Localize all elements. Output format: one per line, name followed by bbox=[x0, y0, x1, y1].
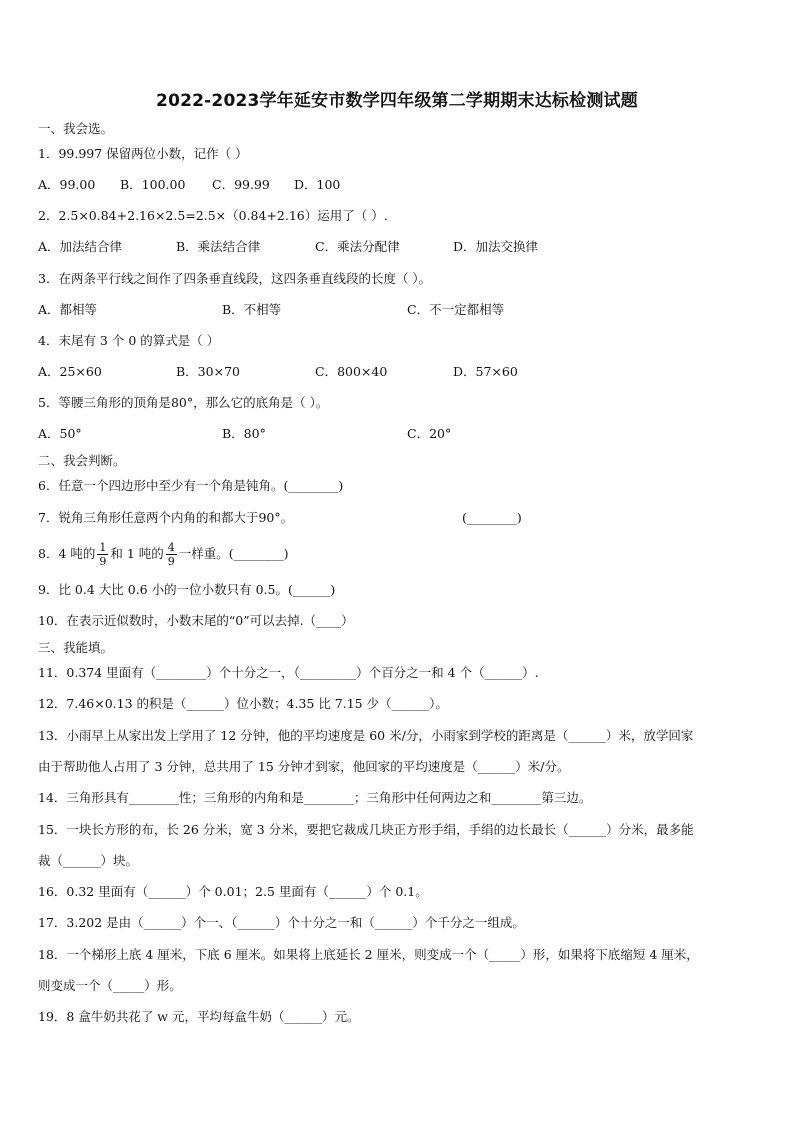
q8-text-a: 8．4 吨的 bbox=[38, 546, 96, 561]
q7-answer-blank: (________) bbox=[462, 510, 522, 525]
q3-option-b: B．不相等 bbox=[222, 302, 282, 317]
page-title: 2022-2023学年延安市数学四年级第二学期期末达标检测试题 bbox=[156, 91, 638, 111]
q3-option-a: A．都相等 bbox=[38, 302, 98, 317]
question-10: 10．在表示近似数时，小数末尾的“0”可以去掉.（____） bbox=[38, 613, 354, 628]
q8-fraction-1-denominator: 9 bbox=[99, 554, 107, 568]
q2-option-d: D．加法交换律 bbox=[453, 239, 539, 254]
q4-option-c: C．800×40 bbox=[315, 364, 388, 379]
q8-fraction-1 bbox=[97, 541, 108, 568]
q4-option-a: A．25×60 bbox=[38, 364, 102, 379]
question-16: 16．0.32 里面有（______）个 0.01；2.5 里面有（______）个 0.1。 bbox=[38, 884, 428, 899]
question-2: 2．2.5×0.84+2.16×2.5=2.5×（0.84+2.16）运用了（ ）. bbox=[38, 208, 388, 223]
question-17: 17．3.202 是由（______）个一、（______）个十分之一和（______）个千分之一组成。 bbox=[38, 915, 525, 930]
q1-option-c: C．99.99 bbox=[212, 177, 270, 192]
q4-option-d: D．57×60 bbox=[453, 364, 518, 379]
q8-fraction-2-denominator: 9 bbox=[167, 554, 175, 568]
q8-text-c: 一样重。(________) bbox=[178, 546, 289, 561]
q2-option-c: C．乘法分配律 bbox=[315, 239, 400, 254]
q1-option-b: B．100.00 bbox=[120, 177, 186, 192]
question-7: 7．锐角三角形任意两个内角的和都大于90°。 bbox=[38, 510, 294, 525]
section-heading-3: 三、我能填。 bbox=[38, 640, 114, 655]
question-9: 9．比 0.4 大比 0.6 小的一位小数只有 0.5。(______) bbox=[38, 582, 336, 597]
q4-option-b: B．30×70 bbox=[176, 364, 240, 379]
q3-option-c: C．不一定都相等 bbox=[407, 302, 505, 317]
question-13-line-2: 由于帮助他人占用了 3 分钟，总共用了 15 分钟才到家，他回家的平均速度是（______）米/分。 bbox=[38, 759, 570, 774]
question-15-line-2: 裁（______）块。 bbox=[38, 853, 139, 868]
q5-option-c: C．20° bbox=[407, 426, 452, 441]
question-3: 3．在两条平行线之间作了四条垂直线段，这四条垂直线段的长度（ ）。 bbox=[38, 271, 432, 286]
question-18-line-2: 则变成一个（_____）形。 bbox=[38, 978, 182, 993]
question-5: 5．等腰三角形的顶角是80°，那么它的底角是（ ）。 bbox=[38, 395, 329, 410]
question-15-line-1: 15．一块长方形的布，长 26 分米，宽 3 分米，要把它裁成几块正方形手绢，手绢的边长最长（______）分米，最多能 bbox=[38, 822, 694, 837]
question-14: 14．三角形具有________性；三角形的内角和是________；三角形中任何两边之和________第三边。 bbox=[38, 790, 592, 805]
question-4: 4．末尾有 3 个 0 的算式是（ ） bbox=[38, 333, 220, 348]
question-11: 11．0.374 里面有（________）个十分之一，（_________）个百分之一和 4 个（______）. bbox=[38, 665, 539, 680]
q5-option-a: A．50° bbox=[38, 426, 82, 441]
q1-option-a: A．99.00 bbox=[38, 177, 96, 192]
question-13-line-1: 13．小雨早上从家出发上学用了 12 分钟，他的平均速度是 60 米/分，小雨家到学校的距离是（______）米，放学回家 bbox=[38, 728, 694, 743]
section-heading-2: 二、我会判断。 bbox=[38, 453, 126, 468]
section-heading-1: 一、我会选。 bbox=[38, 121, 114, 136]
question-12: 12．7.46×0.13 的积是（______）位小数；4.35 比 7.15 少（______）。 bbox=[38, 696, 448, 711]
q8-fraction-1-numerator: 1 bbox=[99, 540, 107, 554]
question-1: 1．99.997 保留两位小数，记作（ ） bbox=[38, 146, 248, 161]
q5-option-b: B．80° bbox=[222, 426, 266, 441]
q1-option-d: D．100 bbox=[294, 177, 341, 192]
q8-fraction-2-numerator: 4 bbox=[167, 540, 175, 554]
question-6: 6．任意一个四边形中至少有一个角是钝角。(________) bbox=[38, 478, 344, 493]
question-18-line-1: 18．一个梯形上底 4 厘米，下底 6 厘米。如果将上底延长 2 厘米，则变成一个（_____）形，如果将下底缩短 4 厘米， bbox=[38, 947, 699, 962]
q2-option-b: B．乘法结合律 bbox=[176, 239, 261, 254]
question-8 bbox=[38, 538, 289, 570]
q2-option-a: A．加法结合律 bbox=[38, 239, 123, 254]
question-19: 19．8 盒牛奶共花了 w 元，平均每盒牛奶（______）元。 bbox=[38, 1009, 360, 1024]
q8-text-b: 和 1 吨的 bbox=[110, 546, 164, 561]
q8-fraction-2 bbox=[166, 541, 177, 568]
